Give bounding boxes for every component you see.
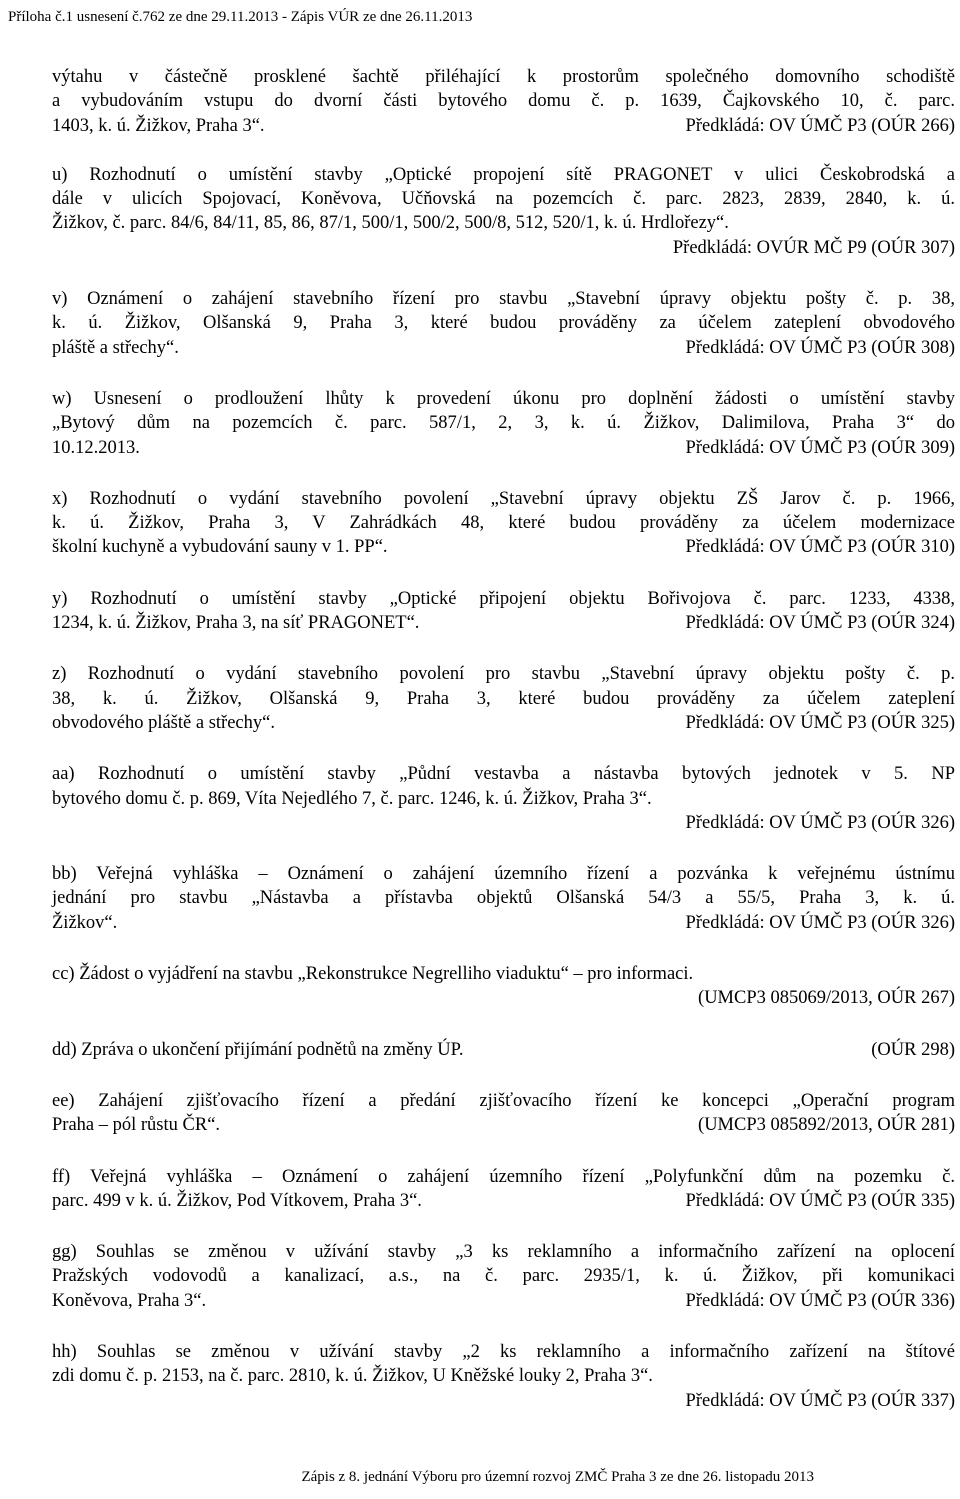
agenda-item-u xyxy=(52,163,955,260)
item-submitter: Předkládá: OV ÚMČ P3 (OÚR 326) xyxy=(685,812,955,833)
item-submitter-row xyxy=(52,236,955,260)
agenda-item-v xyxy=(52,287,955,360)
agenda-item-z xyxy=(52,662,955,735)
item-text-tail: pláště a střechy“. xyxy=(52,337,179,358)
agenda-item-cc xyxy=(52,962,955,1011)
item-text-tail: Praha – pól růstu ČR“. xyxy=(52,1115,221,1136)
agenda-item-y xyxy=(52,587,955,636)
item-text-tail: 10.12.2013. xyxy=(52,437,140,458)
item-submitter-row xyxy=(52,1038,955,1062)
item-text-line: „Bytový dům na pozemcích č. parc. 587/1, 2, 3, k. ú. Žižkov, Dalimilova, Praha 3“ do xyxy=(52,413,955,434)
agenda-item-x xyxy=(52,487,955,560)
item-text-line: Žižkov, č. parc. 84/6, 84/11, 85, 86, 87/1, 500/1, 500/2, 500/8, 512, 520/1, k. ú. Hrdlořezy“. xyxy=(52,213,729,234)
item-submitter: Předkládá: OV ÚMČ P3 (OÚR 309) xyxy=(685,437,955,458)
item-text-line: dále v ulicích Spojovací, Koněvova, Učňovská na pozemcích č. parc. 2823, 2839, 2840, k. ú. xyxy=(52,189,955,210)
item-text-tail: dd) Zpráva o ukončení přijímání podnětů na změny ÚP. xyxy=(52,1039,464,1060)
item-text-tail: školní kuchyně a vybudování sauny v 1. PP“. xyxy=(52,537,388,558)
item-text-tail: Koněvova, Praha 3“. xyxy=(52,1290,207,1311)
item-submitter: Předkládá: OV ÚMČ P3 (OÚR 335) xyxy=(685,1190,955,1211)
item-submitter: (UMCP3 085892/2013, OÚR 281) xyxy=(698,1115,955,1136)
page-header: Příloha č.1 usnesení č.762 ze dne 29.11.2013 - Zápis VÚR ze dne 26.11.2013 xyxy=(8,9,473,25)
item-submitter: Předkládá: OV ÚMČ P3 (OÚR 308) xyxy=(685,337,955,358)
item-submitter-row xyxy=(52,436,955,460)
item-text-line: aa) Rozhodnutí o umístění stavby „Půdní vestavba a nástavba bytových jednotek v 5. NP xyxy=(52,764,955,785)
item-text-line: jednání pro stavbu „Nástavba a přístavba objektů Olšanská 54/3 a 55/5, Praha 3, k. ú. xyxy=(52,888,955,909)
item-submitter: Předkládá: OV ÚMČ P3 (OÚR 324) xyxy=(685,613,955,634)
item-submitter-row xyxy=(52,535,955,559)
item-submitter: Předkládá: OV ÚMČ P3 (OÚR 336) xyxy=(685,1290,955,1311)
page-footer: Zápis z 8. jednání Výboru pro územní rozvoj ZMČ Praha 3 ze dne 26. listopadu 2013 xyxy=(301,1469,814,1485)
item-submitter-row xyxy=(52,1389,955,1413)
item-text-line: w) Usnesení o prodloužení lhůty k provedení úkonu pro doplnění žádosti o umístění stavby xyxy=(52,388,955,409)
item-text-tail: 1234, k. ú. Žižkov, Praha 3, na síť PRAGONET“. xyxy=(52,613,420,634)
item-text-line: Pražských vodovodů a kanalizací, a.s., na č. parc. 2935/1, k. ú. Žižkov, při komunikaci xyxy=(52,1266,955,1287)
item-submitter-row xyxy=(52,336,955,360)
item-submitter-row xyxy=(52,1289,955,1313)
item-text-tail: Žižkov“. xyxy=(52,912,118,933)
item-text-tail: 1403, k. ú. Žižkov, Praha 3“. xyxy=(52,115,265,136)
agenda-item-w xyxy=(52,387,955,460)
item-text-line: ff) Veřejná vyhláška – Oznámení o zahájení územního řízení „Polyfunkční dům na pozemku č. xyxy=(52,1166,955,1187)
item-text-line: u) Rozhodnutí o umístění stavby „Optické propojení sítě PRAGONET v ulici Českobrodská a xyxy=(52,164,955,185)
item-text-line: zdi domu č. p. 2153, na č. parc. 2810, k. ú. Žižkov, U Kněžské louky 2, Praha 3“. xyxy=(52,1366,653,1387)
item-submitter-row xyxy=(52,911,955,935)
item-submitter: Předkládá: OV ÚMČ P3 (OÚR 266) xyxy=(685,115,955,136)
agenda-item-ff xyxy=(52,1165,955,1214)
item-submitter: Předkládá: OV ÚMČ P3 (OÚR 325) xyxy=(685,712,955,733)
agenda-item-bb xyxy=(52,862,955,935)
item-text-line: 38, k. ú. Žižkov, Olšanská 9, Praha 3, které budou prováděny za účelem zateplení xyxy=(52,688,955,709)
item-text-line: k. ú. Žižkov, Olšanská 9, Praha 3, které budou prováděny za účelem zateplení obvodového xyxy=(52,313,955,334)
item-text-line: hh) Souhlas se změnou v užívání stavby „2 ks reklamního a informačního zařízení na štítové xyxy=(52,1341,955,1362)
item-submitter-row xyxy=(52,1113,955,1137)
agenda-item-gg xyxy=(52,1240,955,1313)
item-text-line: ee) Zahájení zjišťovacího řízení a předání zjišťovacího řízení ke koncepci „Operační program xyxy=(52,1090,955,1111)
item-text-line: x) Rozhodnutí o vydání stavebního povolení „Stavební úpravy objektu ZŠ Jarov č. p. 1966, xyxy=(52,488,955,509)
item-submitter-row xyxy=(52,811,955,835)
item-submitter: (UMCP3 085069/2013, OÚR 267) xyxy=(698,988,955,1009)
item-submitter: Předkládá: OV ÚMČ P3 (OÚR 310) xyxy=(685,537,955,558)
item-text-line: bytového domu č. p. 869, Víta Nejedlého 7, č. parc. 1246, k. ú. Žižkov, Praha 3“. xyxy=(52,788,652,809)
item-text-tail: obvodového pláště a střechy“. xyxy=(52,712,275,733)
agenda-item-dd xyxy=(52,1038,955,1062)
agenda-item-aa xyxy=(52,762,955,835)
item-text-line: z) Rozhodnutí o vydání stavebního povolení pro stavbu „Stavební úpravy objektu pošty č. p. xyxy=(52,664,955,685)
item-text-line: a vybudováním vstupu do dvorní části bytového domu č. p. 1639, Čajkovského 10, č. parc. xyxy=(52,91,955,112)
item-submitter: Předkládá: OV ÚMČ P3 (OÚR 326) xyxy=(685,912,955,933)
item-text-line: v) Oznámení o zahájení stavebního řízení pro stavbu „Stavební úpravy objektu pošty č. p. 38, xyxy=(52,289,955,310)
agenda-item-cont xyxy=(52,65,955,138)
agenda-item-hh xyxy=(52,1340,955,1413)
agenda-item-ee xyxy=(52,1089,955,1138)
item-text-tail: parc. 499 v k. ú. Žižkov, Pod Vítkovem, Praha 3“. xyxy=(52,1190,422,1211)
item-submitter-row xyxy=(52,1189,955,1213)
item-submitter: Předkládá: OVÚR MČ P9 (OÚR 307) xyxy=(672,237,955,258)
item-submitter-row xyxy=(52,986,955,1010)
item-text-line: y) Rozhodnutí o umístění stavby „Optické připojení objektu Bořivojova č. parc. 1233, 4338, xyxy=(52,588,955,609)
item-text-line: cc) Žádost o vyjádření na stavbu „Rekonstrukce Negrelliho viaduktu“ – pro informaci. xyxy=(52,964,694,985)
document-body xyxy=(52,65,955,1440)
item-submitter: Předkládá: OV ÚMČ P3 (OÚR 337) xyxy=(685,1390,955,1411)
item-submitter-row xyxy=(52,114,955,138)
item-text-line: výtahu v částečně prosklené šachtě přiléhající k prostorům společného domovního schodiště xyxy=(52,67,955,87)
item-text-line: bb) Veřejná vyhláška – Oznámení o zahájení územního řízení a pozvánka k veřejnému ústnímu xyxy=(52,864,955,885)
item-submitter: (OÚR 298) xyxy=(871,1039,955,1060)
item-text-line: k. ú. Žižkov, Praha 3, V Zahrádkách 48, které budou prováděny za účelem modernizace xyxy=(52,513,955,534)
item-submitter-row xyxy=(52,711,955,735)
item-text-line: gg) Souhlas se změnou v užívání stavby „3 ks reklamního a informačního zařízení na oplocení xyxy=(52,1242,955,1263)
item-submitter-row xyxy=(52,611,955,635)
